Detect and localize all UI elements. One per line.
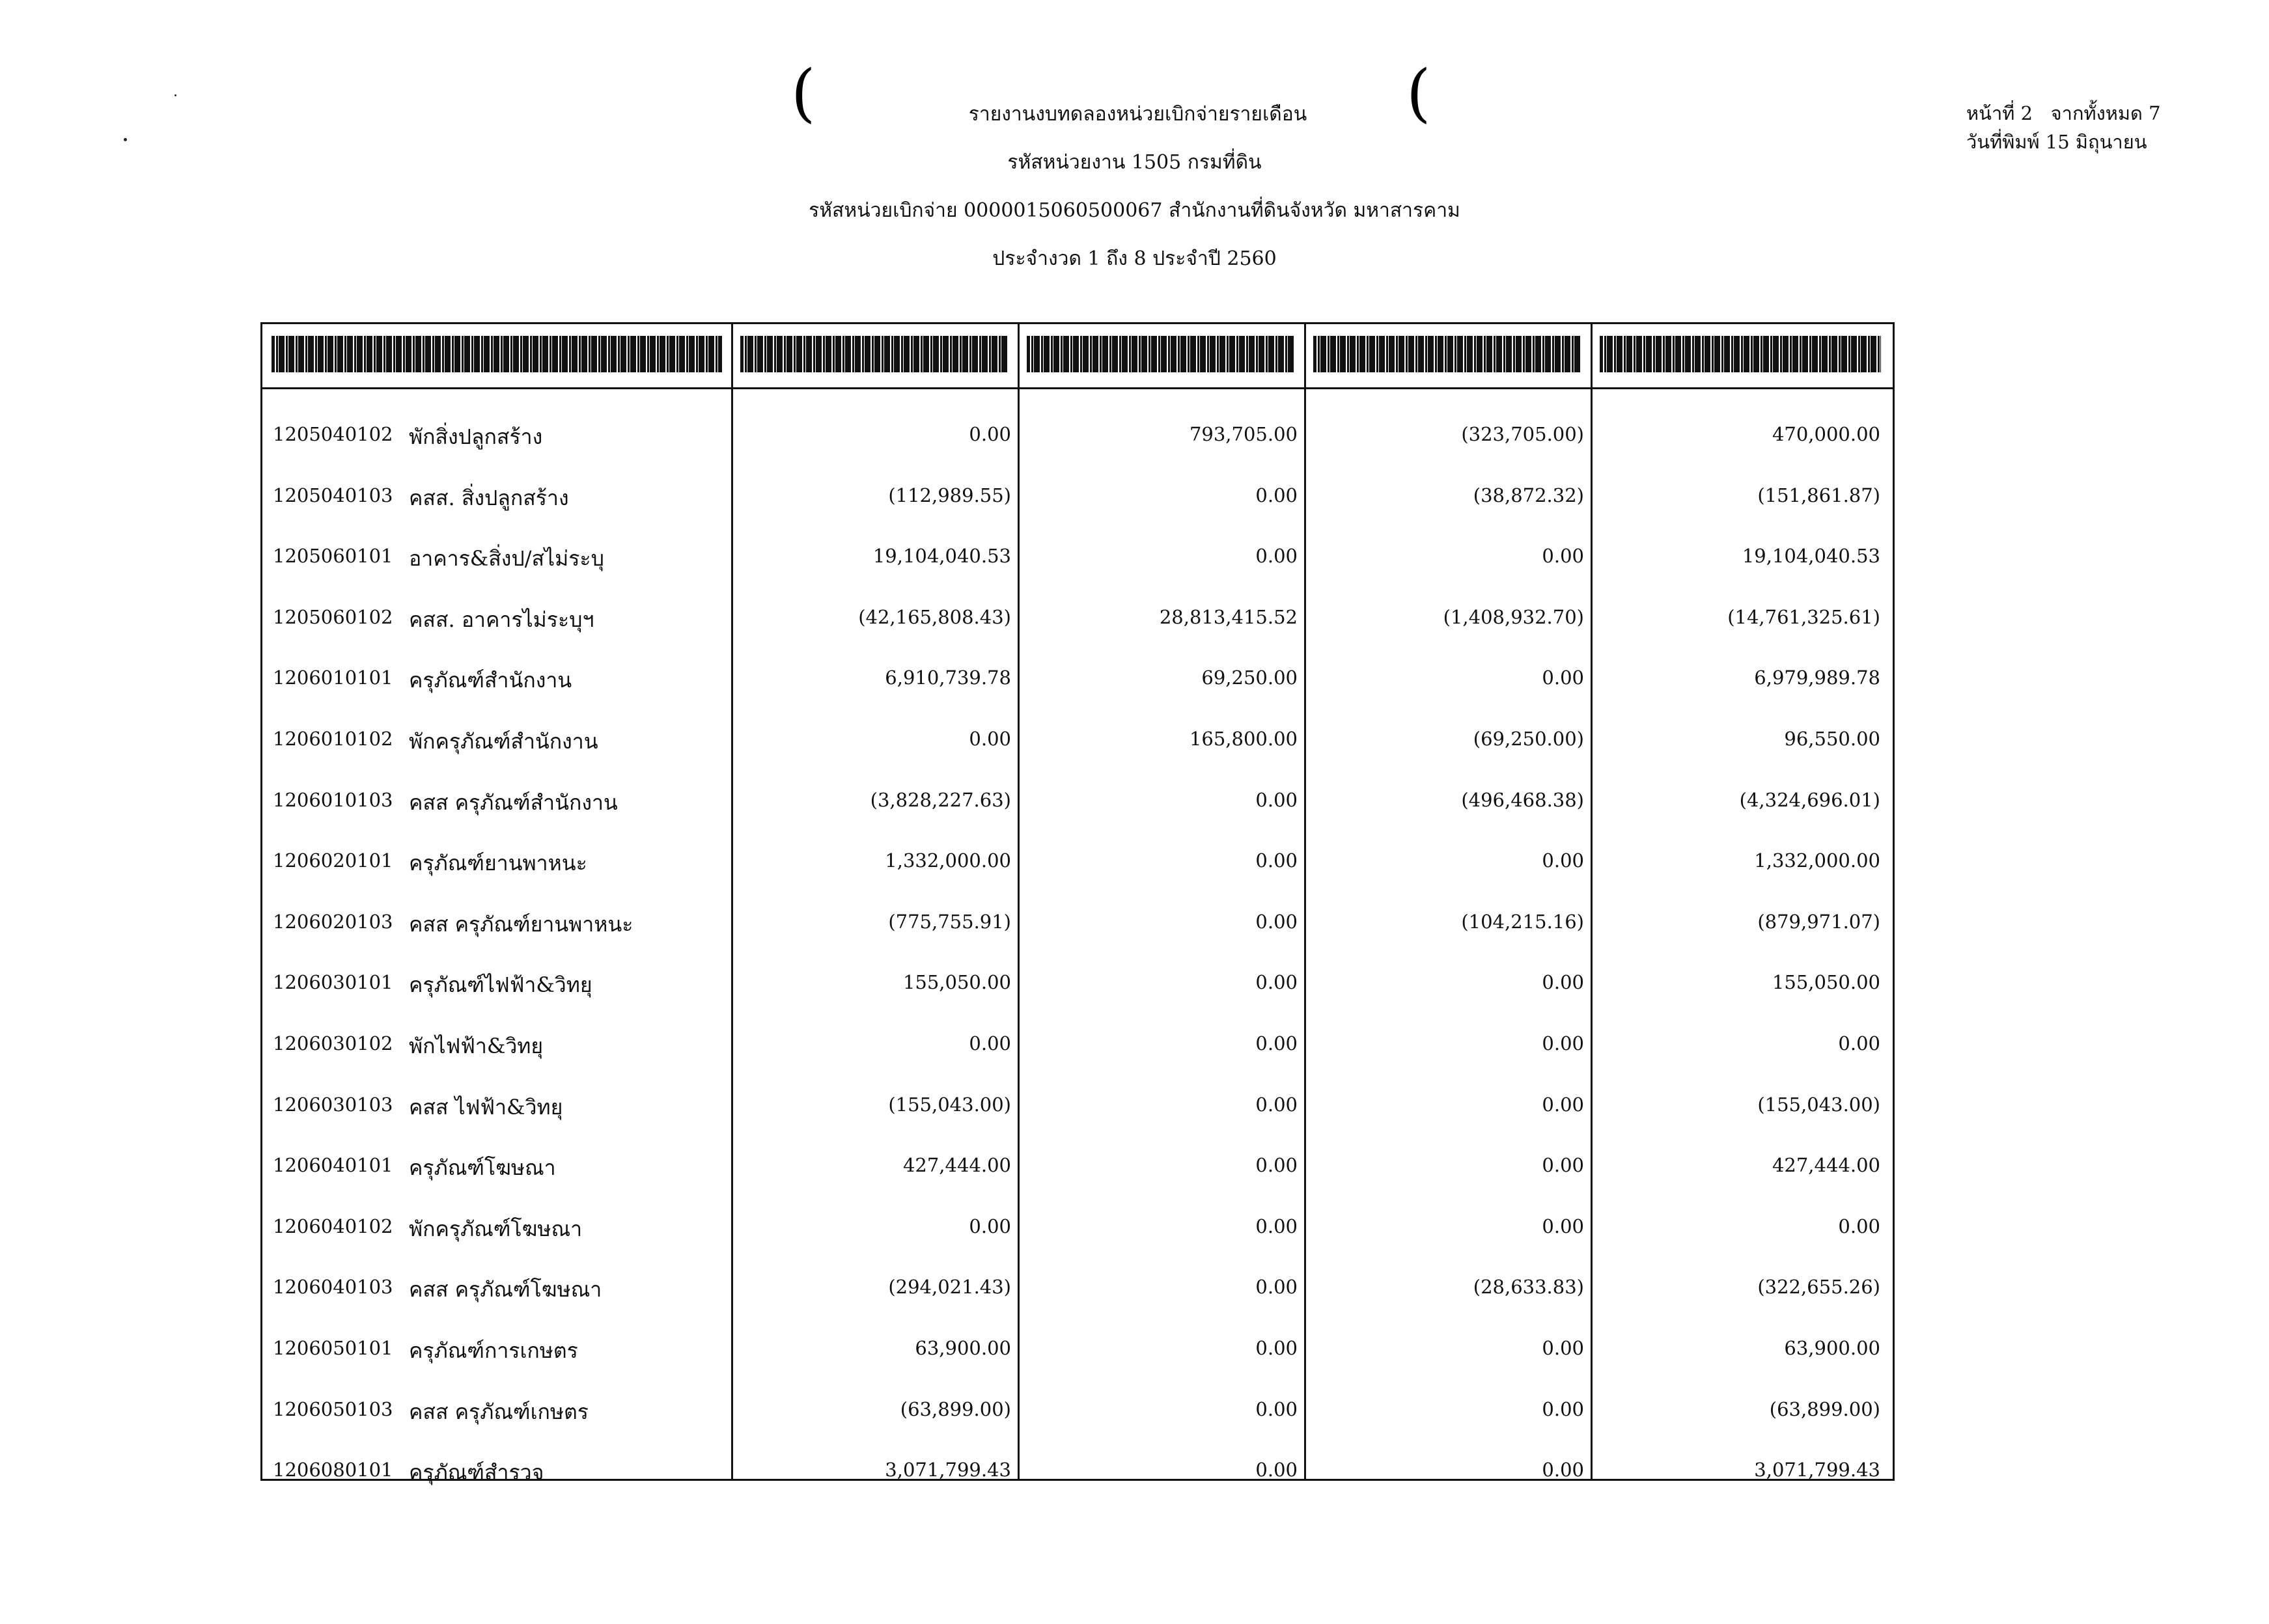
amount-col1: (63,899.00) [900,1397,1011,1420]
amount-col3: 0.00 [1542,1093,1584,1116]
account-code: 1206020101 [273,849,393,872]
account-code: 1206040103 [273,1276,393,1299]
account-code: 1206040101 [273,1154,393,1177]
account-code: 1206010101 [273,667,393,689]
table-row [262,644,1893,706]
amount-col3: 0.00 [1542,667,1584,689]
amount-col4: (879,971.07) [1757,910,1880,933]
amount-col2: 793,705.00 [1189,423,1298,445]
account-code: 1206050101 [273,1337,393,1359]
account-code: 1206030103 [273,1093,393,1116]
amount-col3: 0.00 [1542,971,1584,994]
amount-col3: (28,633.83) [1473,1276,1584,1299]
redacted-header-cell [1027,336,1295,372]
amount-col1: 0.00 [969,423,1011,445]
amount-col2: 0.00 [1255,484,1298,506]
table-row [262,1193,1893,1254]
amount-col1: (3,828,227.63) [870,788,1011,811]
amount-col3: (38,872.32) [1473,484,1584,506]
period-line: ประจำงวด 1 ถึง 8 ประจำปี 2560 [992,247,1277,270]
amount-col2: 0.00 [1255,1215,1298,1237]
amount-col3: 0.00 [1542,849,1584,872]
amount-col1: 0.00 [969,1032,1011,1054]
amount-col1: 155,050.00 [902,971,1011,994]
account-code: 1206020103 [273,910,393,933]
amount-col4: (4,324,696.01) [1739,788,1880,811]
amount-col3: 0.00 [1542,1397,1584,1420]
report-heading [0,102,2269,294]
table-row [262,888,1893,950]
page-info [1966,99,2240,156]
amount-col2: 0.00 [1255,1276,1298,1299]
print-date: 15 มิถุนายน [2045,131,2147,153]
amount-col1: 3,071,799.43 [885,1459,1011,1481]
page-number: 2 [2020,102,2033,124]
amount-col1: 0.00 [969,728,1011,750]
amount-col2: 0.00 [1255,1459,1298,1481]
amount-col2: 0.00 [1255,788,1298,811]
amount-col4: 63,900.00 [1784,1337,1880,1359]
amount-col3: (496,468.38) [1461,788,1584,811]
amount-col4: 96,550.00 [1784,728,1880,750]
amount-col3: (1,408,932.70) [1443,605,1584,628]
amount-col2: 0.00 [1255,971,1298,994]
amount-col2: 165,800.00 [1189,728,1298,750]
amount-col1: (112,989.55) [888,484,1011,506]
amount-col3: 0.00 [1542,545,1584,568]
amount-col4: (322,655.26) [1757,1276,1880,1299]
print-date-label: วันที่พิมพ์ [1966,131,2040,153]
amount-col3: 0.00 [1542,1032,1584,1054]
amount-col2: 0.00 [1255,849,1298,872]
account-name: คสส ครุภัณฑ์ยานพาหนะ [409,911,633,937]
redacted-header-cell [1313,336,1581,372]
amount-col2: 69,250.00 [1201,667,1298,689]
redacted-header-cell [271,336,722,372]
account-code: 1205060101 [273,545,393,568]
account-name: คสส ครุภัณฑ์โฆษณา [409,1277,602,1302]
amount-col1: 0.00 [969,1215,1011,1237]
amount-col3: 0.00 [1542,1154,1584,1177]
account-name: ครุภัณฑ์ไฟฟ้า&วิทยุ [409,972,592,998]
amount-col2: 28,813,415.52 [1159,605,1298,628]
table-row [262,949,1893,1010]
amount-col3: (323,705.00) [1461,423,1584,445]
amount-col4: 0.00 [1838,1215,1880,1237]
account-code: 1205040102 [273,423,393,445]
account-name: ครุภัณฑ์ยานพาหนะ [409,851,587,876]
account-name: คสส ครุภัณฑ์เกษตร [409,1399,589,1424]
punch-hole-mark-right: ( [1406,57,1431,130]
account-code: 1206040102 [273,1215,393,1237]
redacted-header-cell [740,336,1009,372]
amount-col2: 0.00 [1255,1093,1298,1116]
trial-balance-table [260,322,1895,1485]
amount-col1: 63,900.00 [915,1337,1011,1359]
account-name: คสส ครุภัณฑ์สำนักงาน [409,790,618,815]
table-row [262,401,1893,462]
table-row [262,1315,1893,1376]
account-name: ครุภัณฑ์การเกษตร [409,1338,578,1363]
amount-col1: (155,043.00) [888,1093,1011,1116]
amount-col2: 0.00 [1255,1397,1298,1420]
page-number-row [1966,99,2240,128]
account-code: 1206010102 [273,728,393,750]
amount-col2: 0.00 [1255,1032,1298,1054]
amount-col4: (63,899.00) [1769,1397,1880,1420]
account-name: พักครุภัณฑ์โฆษณา [409,1216,583,1241]
table-row [262,827,1893,888]
account-name: คสส ไฟฟ้า&วิทยุ [409,1094,563,1120]
amount-col4: (151,861.87) [1757,484,1880,506]
amount-col1: 19,104,040.53 [872,545,1011,568]
amount-col3: 0.00 [1542,1215,1584,1237]
account-code: 1206080101 [273,1459,393,1481]
account-code: 1206030102 [273,1032,393,1054]
table-row [262,584,1893,645]
disbursement-unit-line: รหัสหน่วยเบิกจ่าย 0000015060500067 สำนักงานที่ดินจังหวัด มหาสารคาม [809,199,1460,222]
table-row [262,1071,1893,1133]
amount-col4: (155,043.00) [1757,1093,1880,1116]
punch-hole-mark-left: ( [791,57,816,130]
account-name: ครุภัณฑ์โฆษณา [409,1155,556,1181]
amount-col4: 1,332,000.00 [1754,849,1880,872]
amount-col1: (294,021.43) [888,1276,1011,1299]
table-row [262,1010,1893,1071]
amount-col4: 470,000.00 [1772,423,1880,445]
table-row [262,1376,1893,1437]
total-pages: 7 [2149,102,2161,124]
amount-col4: (14,761,325.61) [1727,605,1880,628]
account-name: พักไฟฟ้า&วิทยุ [409,1034,544,1058]
amount-col1: 6,910,739.78 [885,667,1011,689]
amount-col4: 3,071,799.43 [1754,1459,1880,1481]
amount-col3: (104,215.16) [1461,910,1584,933]
table-row [262,1132,1893,1193]
account-code: 1206030101 [273,971,393,994]
print-date-row [1966,128,2240,156]
account-code: 1206010103 [273,788,393,811]
agency-line: รหัสหน่วยงาน 1505 กรมที่ดิน [1007,151,1262,174]
table-row [262,767,1893,828]
amount-col3: 0.00 [1542,1337,1584,1359]
amount-col2: 0.00 [1255,910,1298,933]
account-name: คสส. อาคารไม่ระบุฯ [409,607,594,632]
amount-col1: (42,165,808.43) [858,605,1011,628]
amount-col1: 1,332,000.00 [885,849,1011,872]
amount-col3: (69,250.00) [1473,728,1584,750]
table-row [262,1437,1893,1498]
amount-col2: 0.00 [1255,545,1298,568]
report-title: รายงานงบทดลองหน่วยเบิกจ่ายรายเดือน [968,103,1307,126]
account-name: ครุภัณฑ์สำรวจ [409,1460,544,1485]
table-row [262,523,1893,584]
account-name: ครุภัณฑ์สำนักงาน [409,668,572,693]
amount-col4: 0.00 [1838,1032,1880,1054]
account-name: คสส. สิ่งปลูกสร้าง [409,485,569,510]
table-header-redacted [262,324,1893,389]
account-code: 1206050103 [273,1397,393,1420]
table-row [262,462,1893,523]
account-code: 1205060102 [273,605,393,628]
account-name: อาคาร&สิ่งป/สไม่ระบุ [409,546,604,571]
amount-col2: 0.00 [1255,1337,1298,1359]
account-name: พักครุภัณฑ์สำนักงาน [409,729,598,754]
table-row [262,706,1893,767]
amount-col4: 19,104,040.53 [1742,545,1880,568]
account-code: 1205040103 [273,484,393,506]
scan-speck [174,94,176,96]
page-label: หน้าที่ [1966,102,2015,124]
redacted-header-cell [1600,336,1881,372]
amount-col1: 427,444.00 [902,1154,1011,1177]
amount-col4: 6,979,989.78 [1754,667,1880,689]
amount-col4: 155,050.00 [1772,971,1880,994]
amount-col1: (775,755.91) [888,910,1011,933]
amount-col2: 0.00 [1255,1154,1298,1177]
amount-col4: 427,444.00 [1772,1154,1880,1177]
total-label: จากทั้งหมด [2050,102,2143,124]
amount-col3: 0.00 [1542,1459,1584,1481]
table-row [262,1254,1893,1315]
account-name: พักสิ่งปลูกสร้าง [409,424,543,449]
